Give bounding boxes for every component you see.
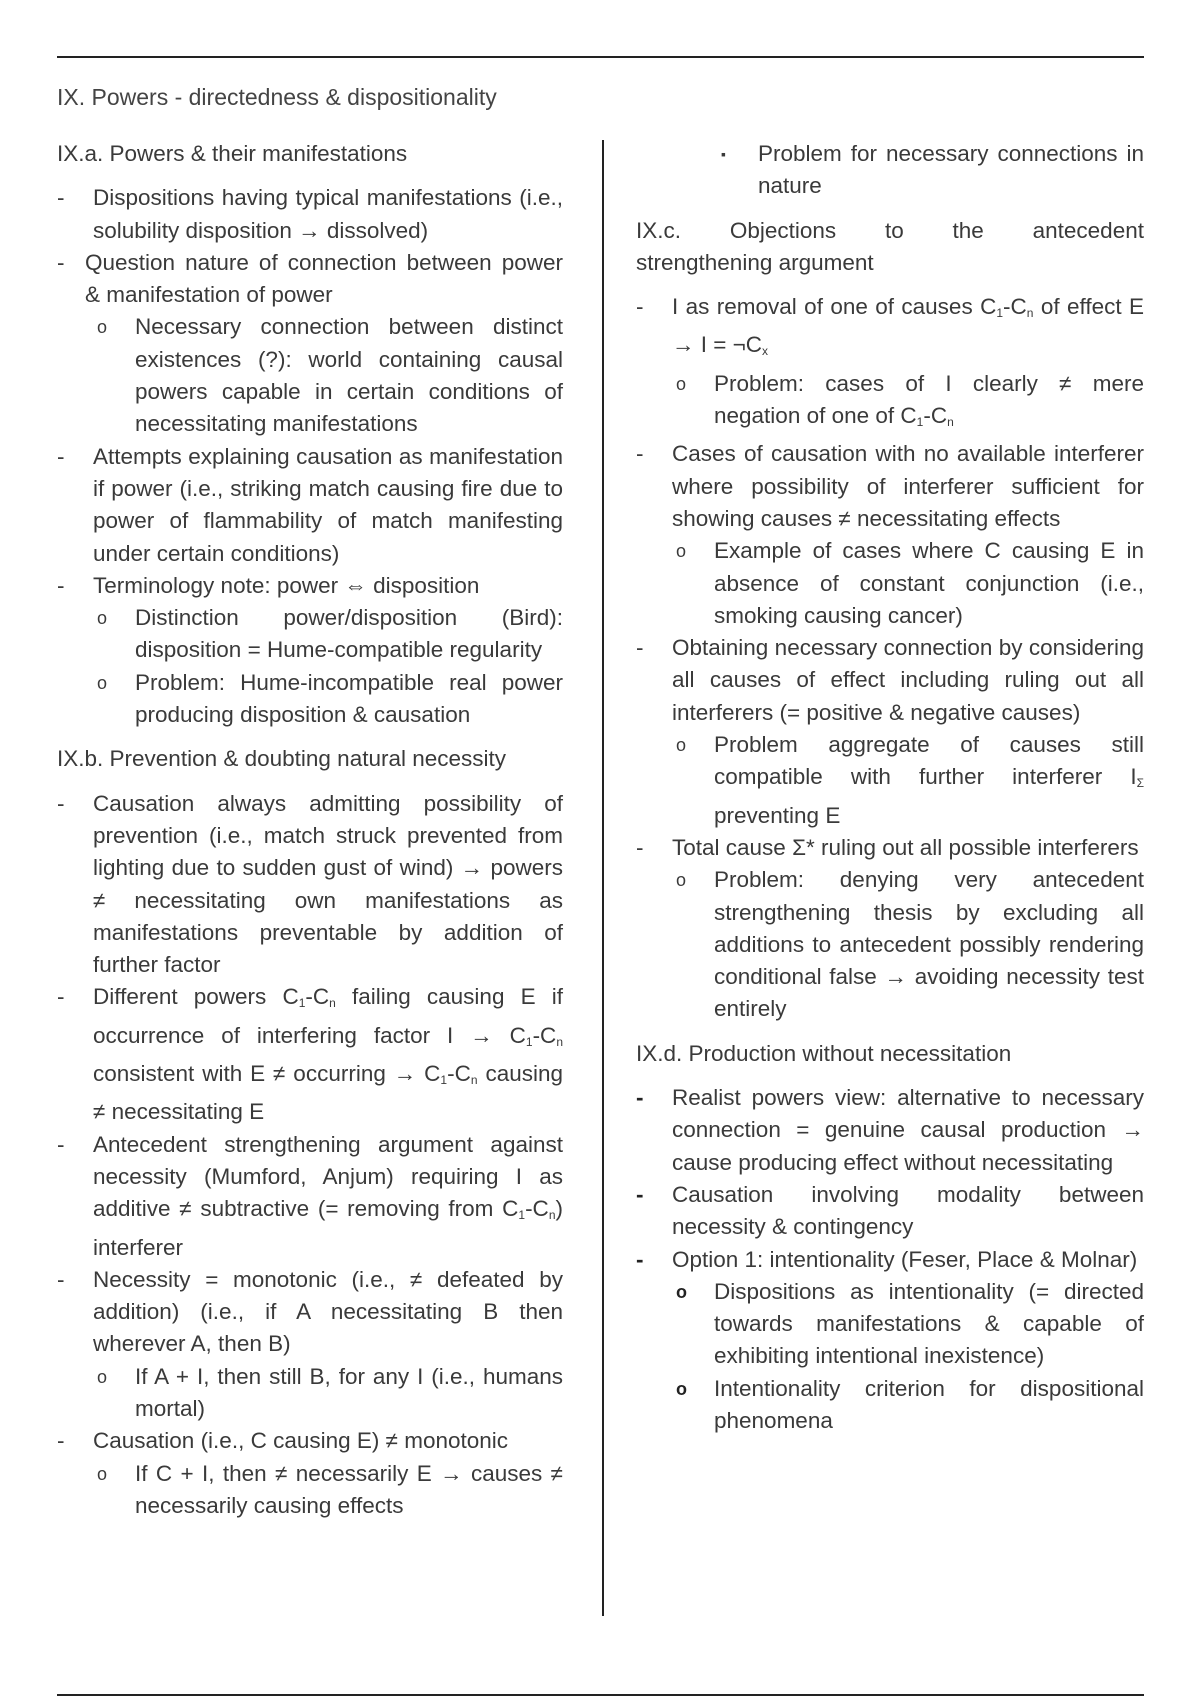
bullet-item: - Obtaining necessary connection by considering all causes of effect including ruling out all interferers (= positive & negative causes)	[636, 635, 1144, 725]
top-rule	[57, 56, 1144, 58]
bullet-item: - Question nature of connection between power & manifestation of power	[57, 249, 563, 308]
bullet-item: - Antecedent strengthening argument against necessity (Mumford, Anjum) requiring I as additive ≠ subtractive (= removing from $C_1-C_n$) interferer	[57, 1131, 563, 1260]
bullet-item: - Necessity = monotonic (i.e., ≠ defeated by addition) (i.e., if A necessitating B then wherever A, then B)	[57, 1266, 563, 1357]
sub-bullet-item: o Example of cases where C causing E in absence of constant conjunction (i.e., smoking causing cancer)	[676, 538, 1144, 628]
sub-bullet-item: o Problem: cases of I clearly ≠ mere negation of one of $C_1-C_n$	[676, 370, 1144, 430]
bullet-item: - Realist powers view: alternative to necessary connection = genuine causal production → cause producing effect without necessitating	[636, 1085, 1144, 1175]
bullet-item: - Cases of causation with no available interferer where possibility of interferer sufficient for showing causes ≠ necessitating effects	[636, 441, 1144, 531]
bullet-item: - I as removal of one of causes $C_1-C_n$ of effect $E \to I = \neg C_x$	[636, 294, 1144, 359]
section-heading-a: IX.a. Powers & their manifestations	[57, 141, 408, 166]
sub-bullet-item: o If C + I, then ≠ necessarily E → causes ≠ necessarily causing effects	[97, 1460, 563, 1518]
sub-bullet-item: o Dispositions as intentionality (= directed towards manifestations & capable of exhibiting intentional inexistence)	[676, 1278, 1144, 1369]
right-column	[636, 138, 1144, 1437]
bullet-item: - Terminology note: power ⇔ disposition	[57, 572, 480, 598]
section-heading-b: IX.b. Prevention & doubting natural necessity	[57, 746, 507, 772]
bottom-rule	[57, 1694, 1144, 1696]
section-heading-d: IX.d. Production without necessitation	[636, 1040, 1012, 1066]
sub-bullet-item: o If A + I, then still B, for any I (i.e., humans mortal)	[97, 1363, 563, 1421]
sub-sub-bullet-item: ▪ Problem for necessary connections in nature	[721, 141, 1144, 199]
bullet-item: - Different powers $C_1-C_n$ failing causing E if occurrence of interfering factor $I \to C_1-C_n$ consistent with E ≠ occurring → $C_1-C_n$ causing ≠ necessitating E	[57, 984, 563, 1125]
bullet-item: - Causation (i.e., C causing E) ≠ monotonic	[57, 1428, 509, 1454]
sub-bullet-item: o Necessary connection between distinct existences (?): world containing causal powers capable in certain conditions of necessitating manifestations	[97, 314, 563, 437]
bullet-item: - Causation involving modality between necessity & contingency	[636, 1181, 1144, 1240]
sub-bullet-item: o Distinction power/disposition (Bird): disposition = Hume-compatible regularity	[97, 605, 563, 663]
bullet-item: - Causation always admitting possibility of prevention (i.e., match struck prevented from lighting due to sudden gust of wind) → powers ≠ necessitating own manifestations as manifestations preventable by addition of further factor	[57, 790, 563, 978]
sub-bullet-item: o Intentionality criterion for dispositional phenomena	[676, 1375, 1144, 1433]
left-column	[57, 138, 563, 1522]
sub-bullet-item: o Problem: denying very antecedent strengthening thesis by excluding all additions to antecedent possibly rendering conditional false → avoiding necessity test entirely	[676, 867, 1144, 1022]
bullet-item: - Total cause Σ* ruling out all possible interferers	[636, 834, 1139, 860]
section-heading-c: IX.c. Objections to the antecedent strengthening argument	[636, 217, 1144, 275]
column-divider	[602, 140, 604, 1616]
page-title: IX. Powers - directedness & dispositionality	[57, 84, 497, 110]
bullet-item: - Attempts explaining causation as manifestation if power (i.e., striking match causing fire due to power of flammability of match manifesting under certain conditions)	[57, 443, 563, 566]
bullet-item: - Dispositions having typical manifestations (i.e., solubility disposition → dissolved)	[57, 185, 563, 243]
sub-bullet-item: o Problem: Hume-incompatible real power producing disposition & causation	[97, 669, 563, 728]
sub-bullet-item: o Problem aggregate of causes still compatible with further interferer $I_\Sigma$ preventing E	[676, 732, 1144, 828]
bullet-item: - Option 1: intentionality (Feser, Place & Molnar)	[636, 1246, 1138, 1272]
